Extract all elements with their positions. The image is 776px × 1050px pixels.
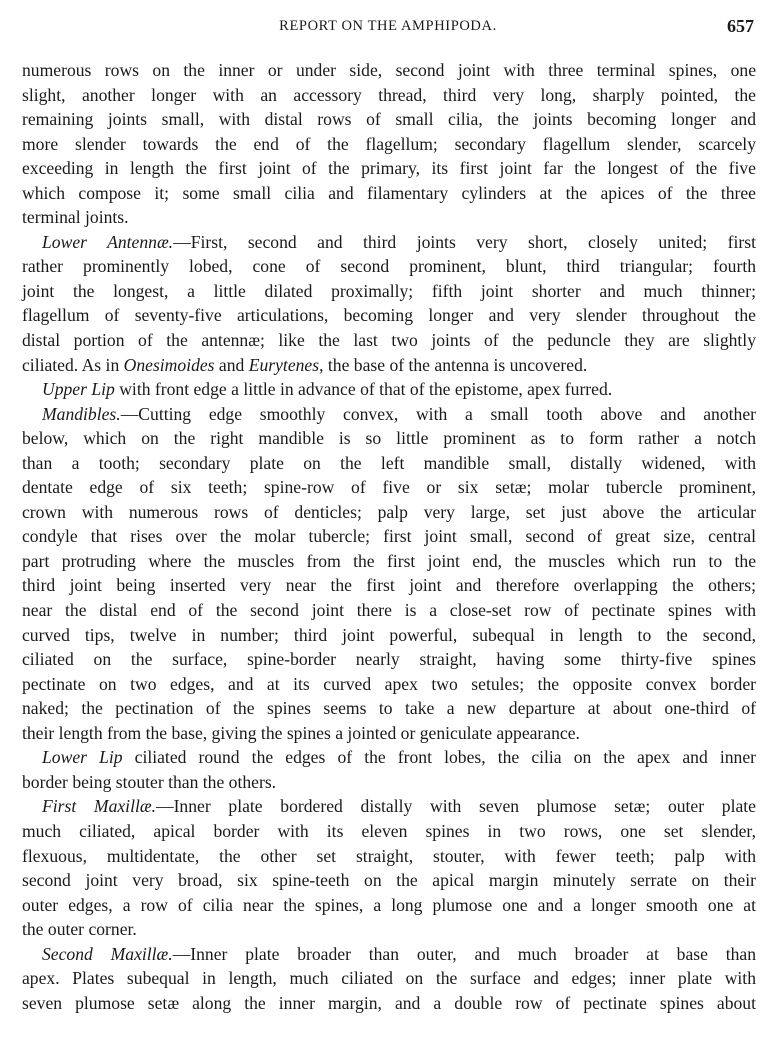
line-text: their length from the base, giving the spines a jointed or geniculate appearance. (22, 722, 580, 743)
text-line (22, 794, 756, 819)
line-text: outer edges, a row of cilia near the spines, a long plumose one and a longer smooth one at (22, 894, 756, 915)
text-line (22, 868, 756, 893)
text-line (22, 426, 756, 451)
text-line (22, 83, 756, 108)
line-text: numerous rows on the inner or under side, second joint with three terminal spines, one (22, 60, 756, 80)
line-text: below, which on the right mandible is so little prominent as to form rather a notch (22, 428, 756, 449)
text-line (22, 672, 756, 697)
text-line (22, 942, 756, 967)
italic-heading: Lower Lip (42, 747, 123, 768)
italic-heading: Lower Antennæ. (42, 231, 174, 252)
text-line (22, 58, 756, 83)
line-text: and (214, 354, 249, 375)
text-line (22, 991, 756, 1016)
text-line (22, 377, 756, 402)
text-line (22, 475, 756, 500)
line-text: than a tooth; secondary plate on the left mandible small, distally widened, with (22, 452, 756, 473)
line-text: terminal joints. (22, 207, 129, 228)
text-line (22, 696, 756, 721)
text-line (22, 181, 756, 206)
line-text: ciliated round the edges of the front lobes, the cilia on the apex and inner (122, 747, 756, 768)
running-title: REPORT ON THE AMPHIPODA. (279, 18, 497, 34)
line-text: border being stouter than the others. (22, 771, 277, 792)
text-line (22, 721, 756, 746)
text-line (22, 156, 756, 181)
line-text: flexuous, multidentate, the other set straight, stouter, with fewer teeth; palp with (22, 845, 756, 866)
line-text: condyle that rises over the molar tubercle; first joint small, second of great size, central (22, 526, 756, 547)
text-line (22, 819, 756, 844)
text-line (22, 107, 756, 132)
text-line (22, 451, 756, 476)
line-text: curved tips, twelve in number; third joint powerful, subequal in length to the second, (22, 624, 756, 645)
text-line (22, 353, 756, 378)
line-text: much ciliated, apical border with its eleven spines in two rows, one set slender, (22, 820, 756, 841)
text-line (22, 254, 756, 279)
text-line (22, 500, 756, 525)
italic-heading: Eurytenes (248, 354, 320, 375)
text-line (22, 303, 756, 328)
line-text: pectinate on two edges, and at its curved apex two setules; the opposite convex border (22, 673, 756, 694)
line-text: crown with numerous rows of denticles; palp very large, set just above the articular (22, 501, 756, 522)
line-text: joint the longest, a little dilated proximally; fifth joint shorter and much thinner; (22, 280, 756, 301)
line-text: third joint being inserted very near the first joint and therefore overlapping the others; (22, 575, 756, 596)
line-text: —Inner plate broader than outer, and much broader at base than (172, 943, 757, 964)
text-line (22, 647, 756, 672)
text-line (22, 573, 756, 598)
text-line (22, 132, 756, 157)
line-text: dentate edge of six teeth; spine-row of five or six setæ; molar tubercle prominent, (22, 477, 756, 498)
line-text: exceeding in length the first joint of the primary, its first joint far the longest of the five (22, 158, 756, 179)
text-line (22, 745, 756, 770)
text-line (22, 230, 756, 255)
line-text: naked; the pectination of the spines seems to take a new departure at about one-third of (22, 698, 756, 719)
line-text: remaining joints small, with distal rows of small cilia, the joints becoming longer and (22, 109, 756, 130)
text-line (22, 205, 756, 230)
line-text: —Inner plate bordered distally with seven plumose setæ; outer plate (155, 796, 756, 817)
line-text: more slender towards the end of the flagellum; secondary flagellum slender, scarcely (22, 133, 756, 154)
line-text: seven plumose setæ along the inner margin, and a double row of pectinate spines about (22, 992, 756, 1013)
text-line (22, 623, 756, 648)
text-line (22, 598, 756, 623)
text-line (22, 328, 756, 353)
body-text (22, 58, 756, 1015)
line-text: flagellum of seventy-five articulations, becoming longer and very slender throughout the (22, 305, 756, 326)
line-text: which compose it; some small cilia and filamentary cylinders at the apices of the three (22, 182, 756, 203)
page-number: 657 (727, 16, 754, 36)
text-line (22, 279, 756, 304)
line-text: second joint very broad, six spine-teeth on the apical margin minutely serrate on their (22, 870, 756, 891)
line-text: ciliated on the surface, spine-border nearly straight, having some thirty-five spines (22, 649, 756, 670)
text-line (22, 770, 756, 795)
text-line (22, 917, 756, 942)
italic-heading: Mandibles. (42, 403, 121, 424)
line-text: —Cutting edge smoothly convex, with a small tooth above and another (120, 403, 756, 424)
line-text: near the distal end of the second joint there is a close-set row of pectinate spines with (22, 600, 756, 621)
text-line (22, 549, 756, 574)
italic-heading: Upper Lip (42, 379, 115, 400)
line-text: part protruding where the muscles from the first joint end, the muscles which run to the (22, 550, 756, 571)
line-text: apex. Plates subequal in length, much ciliated on the surface and edges; inner plate with (22, 968, 756, 989)
italic-heading: Onesimoides (123, 354, 215, 375)
line-text: distal portion of the antennæ; like the last two joints of the peduncle they are slightly (22, 330, 756, 351)
text-line (22, 966, 756, 991)
line-text: the outer corner. (22, 919, 137, 940)
line-text: slight, another longer with an accessory thread, third very long, sharply pointed, the (22, 84, 756, 105)
running-header (0, 16, 776, 40)
italic-heading: Second Maxillæ. (42, 943, 173, 964)
line-text: rather prominently lobed, cone of second prominent, blunt, third triangular; fourth (22, 256, 756, 277)
italic-heading: First Maxillæ. (42, 796, 156, 817)
line-text: —First, second and third joints very short, closely united; first (173, 231, 756, 252)
line-text: with front edge a little in advance of that of the epistome, apex furred. (114, 379, 613, 400)
text-line (22, 524, 756, 549)
text-line (22, 893, 756, 918)
line-text: , the base of the antenna is uncovered. (319, 354, 588, 375)
text-line (22, 402, 756, 427)
line-text: ciliated. As in (22, 354, 124, 375)
text-line (22, 844, 756, 869)
